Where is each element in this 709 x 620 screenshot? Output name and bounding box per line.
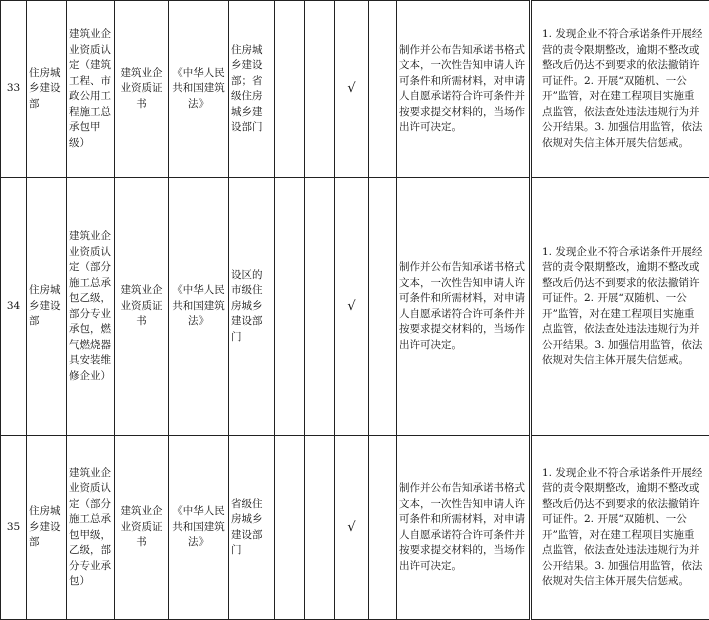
empty-cell [369, 1, 397, 178]
certificate-cell: 建筑业企业资质证书 [115, 436, 169, 620]
checkmark-cell: √ [335, 436, 369, 620]
table-row [1, 178, 709, 436]
authority-cell: 住房城乡建设部；省级住房城乡建设部门 [229, 1, 275, 178]
empty-cell [275, 436, 305, 620]
reform-measure-cell: 制作并公布告知承诺书格式文本，一次性告知申请人许可条件和所需材料，对申请人自愿承诺符合许可条件并按要求提交材料的，当场作出许可决定。 [397, 436, 531, 620]
empty-cell [305, 1, 335, 178]
empty-cell [305, 178, 335, 436]
checkmark-cell: √ [335, 178, 369, 436]
empty-cell [275, 178, 305, 436]
reform-measure-cell: 制作并公布告知承诺书格式文本，一次性告知申请人许可条件和所需材料，对申请人自愿承诺符合许可条件并按要求提交材料的，当场作出许可决定。 [397, 178, 531, 436]
department-cell: 住房城乡建设部 [27, 436, 67, 620]
authority-cell: 设区的市级住房城乡建设部门 [229, 178, 275, 436]
row-number: 33 [1, 1, 27, 178]
empty-cell [305, 436, 335, 620]
permit-item-cell: 建筑业企业资质认定（部分施工总承包甲级，乙级，部分专业承包） [67, 436, 115, 620]
supervision-cell: 1. 发现企业不符合承诺条件开展经营的责令限期整改，逾期不整改或整改后仍达不到要求的依法撤销许可证件。2. 开展“双随机、一公开”监管，对在建工程项目实施重点监管，依法查处违法违规行为并公开结果。3. 加强信用监管，依法依规对失信主体开展失信惩戒。 [531, 436, 709, 620]
supervision-cell: 1. 发现企业不符合承诺条件开展经营的责令限期整改，逾期不整改或整改后仍达不到要求的依法撤销许可证件。2. 开展“双随机、一公开”监管，对在建工程项目实施重点监管，依法查处违法违规行为并公开结果。3. 加强信用监管，依法依规对失信主体开展失信惩戒。 [531, 178, 709, 436]
certificate-cell: 建筑业企业资质证书 [115, 1, 169, 178]
legal-basis-cell: 《中华人民共和国建筑法》 [169, 436, 229, 620]
empty-cell [275, 1, 305, 178]
certificate-cell: 建筑业企业资质证书 [115, 178, 169, 436]
row-number: 34 [1, 178, 27, 436]
legal-basis-cell: 《中华人民共和国建筑法》 [169, 178, 229, 436]
permit-item-cell: 建筑业企业资质认定（部分施工总承包乙级，部分专业承包，燃气燃烧器具安装维修企业） [67, 178, 115, 436]
department-cell: 住房城乡建设部 [27, 178, 67, 436]
authority-cell: 省级住房城乡建设部门 [229, 436, 275, 620]
legal-basis-cell: 《中华人民共和国建筑法》 [169, 1, 229, 178]
reform-measure-cell: 制作并公布告知承诺书格式文本，一次性告知申请人许可条件和所需材料，对申请人自愿承诺符合许可条件并按要求提交材料的，当场作出许可决定。 [397, 1, 531, 178]
empty-cell [369, 436, 397, 620]
permit-item-cell: 建筑业企业资质认定（建筑工程、市政公用工程施工总承包甲级） [67, 1, 115, 178]
department-cell: 住房城乡建设部 [27, 1, 67, 178]
checkmark-cell: √ [335, 1, 369, 178]
table-row [1, 1, 709, 178]
row-number: 35 [1, 436, 27, 620]
empty-cell [369, 178, 397, 436]
table-row [1, 436, 709, 620]
supervision-cell: 1. 发现企业不符合承诺条件开展经营的责令限期整改，逾期不整改或整改后仍达不到要求的依法撤销许可证件。2. 开展“双随机、一公开”监管，对在建工程项目实施重点监管，依法查处违法违规行为并公开结果。3. 加强信用监管，依法依规对失信主体开展失信惩戒。 [531, 1, 709, 178]
